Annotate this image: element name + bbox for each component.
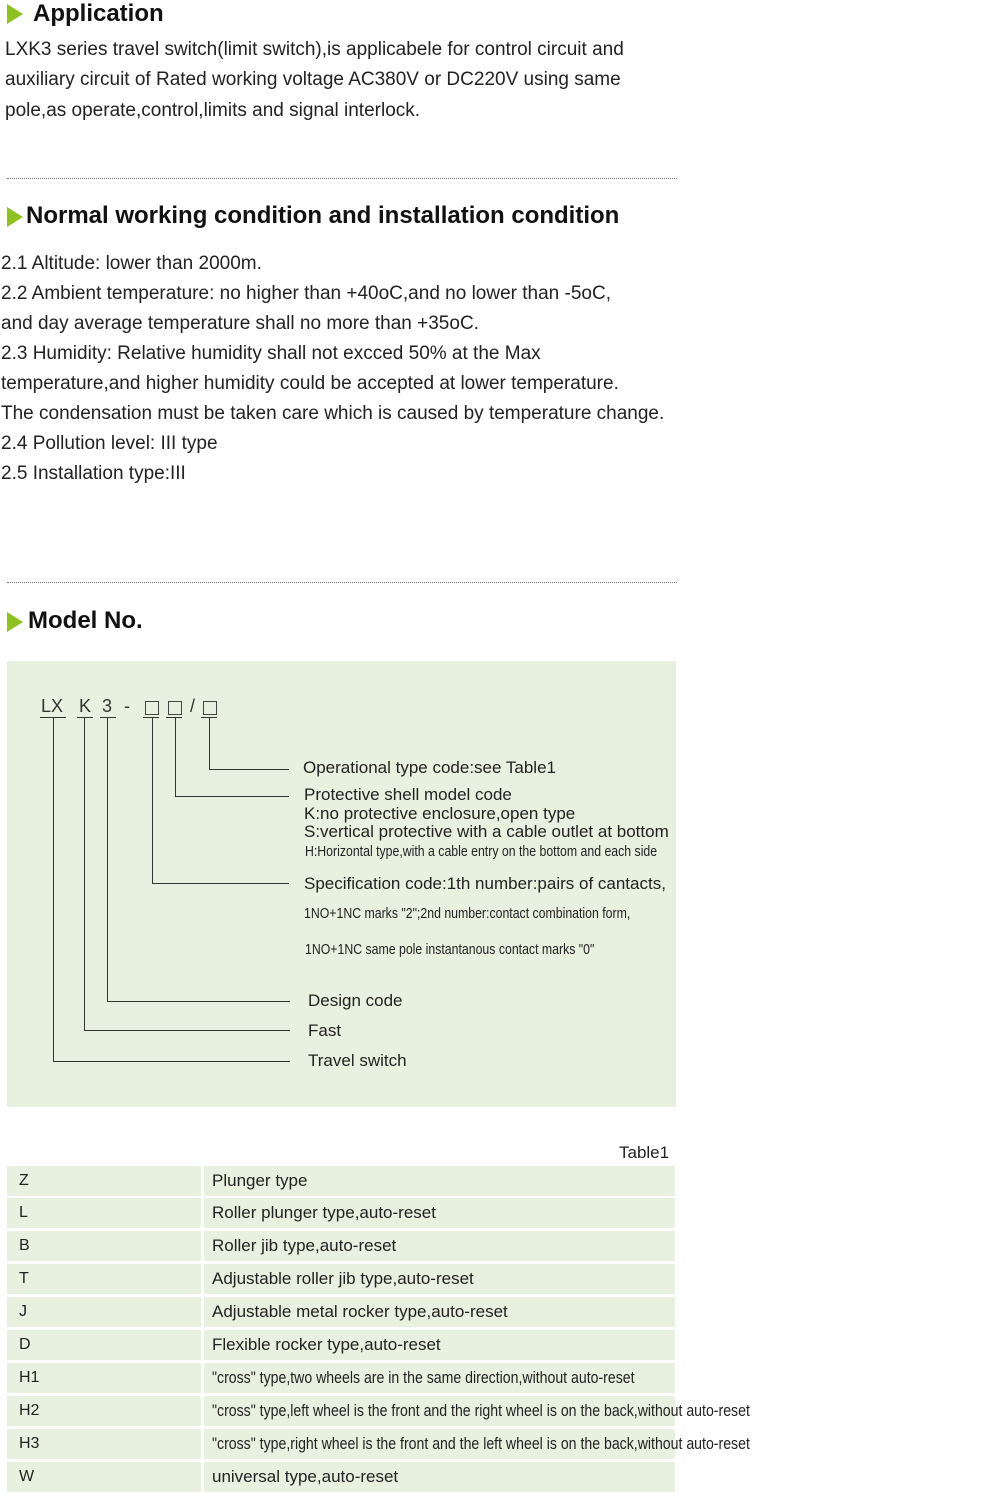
tick-box2 — [166, 717, 182, 718]
leader-h-fast — [84, 1030, 290, 1031]
table-cell-code: Z — [19, 1172, 29, 1189]
table-cell-description — [204, 1231, 675, 1261]
triangle-bullet-icon — [7, 4, 23, 24]
code-3: 3 — [102, 696, 113, 716]
label-spec-2: 1NO+1NC marks "2";2nd number:contact combination form, — [304, 905, 631, 922]
application-line-2: auxiliary circuit of Rated working voltage AC380V or DC220V using same — [5, 69, 621, 90]
table-cell-description-text: "cross" type,left wheel is the front and the right wheel is on the back,without auto-reset — [212, 1401, 750, 1420]
conditions-heading: Normal working condition and installation condition — [26, 202, 620, 229]
leader-operational — [209, 717, 210, 769]
model-code-diagram — [7, 661, 676, 1107]
leader-h-spec — [152, 883, 289, 884]
table-cell-code: B — [19, 1237, 30, 1254]
conditions-line-8: 2.5 Installation type:III — [1, 463, 186, 484]
table-row — [7, 1166, 675, 1196]
application-heading: Application — [33, 0, 164, 27]
table-cell-code: L — [19, 1204, 28, 1221]
table-cell-description-text: "cross" type,two wheels are in the same direction,without auto-reset — [212, 1368, 635, 1387]
table-cell-description — [204, 1297, 675, 1327]
leader-h-travel — [53, 1061, 290, 1062]
tick-k — [77, 717, 93, 718]
conditions-line-4: 2.3 Humidity: Relative humidity shall not excced 50% at the Max — [1, 343, 541, 364]
leader-fast — [84, 717, 85, 1030]
table-cell-description — [204, 1363, 675, 1393]
table-cell-code: J — [19, 1303, 27, 1320]
table-cell-code: D — [19, 1336, 31, 1353]
table-cell-code: H3 — [19, 1435, 40, 1452]
table-cell-code: W — [19, 1468, 35, 1485]
leader-travel — [53, 717, 54, 1061]
leader-design — [107, 717, 108, 1001]
table-cell-description-text: "cross" type,right wheel is the front and the left wheel is on the back,without auto-reset — [212, 1434, 750, 1453]
application-line-3: pole,as operate,control,limits and signal interlock. — [5, 100, 421, 121]
code-box-icon — [203, 701, 217, 715]
code-dash: - — [124, 696, 130, 716]
table-cell-description — [204, 1198, 675, 1228]
table-cell-description — [204, 1396, 750, 1426]
leader-shell — [175, 717, 176, 796]
table-cell-description — [204, 1462, 675, 1492]
table-cell-description — [204, 1429, 750, 1459]
table-cell-description-text: Adjustable metal rocker type,auto-reset — [212, 1302, 508, 1321]
table-cell-description — [204, 1264, 675, 1294]
code-box-icon — [145, 701, 159, 715]
table-cell-description-text: universal type,auto-reset — [212, 1467, 399, 1486]
table-cell-description-text: Flexible rocker type,auto-reset — [212, 1335, 441, 1354]
table-cell-code: T — [19, 1270, 29, 1287]
label-spec-3: 1NO+1NC same pole instantanous contact marks "0" — [305, 941, 595, 958]
conditions-line-5: temperature,and higher humidity could be accepted at lower temperature. — [1, 373, 619, 394]
leader-spec — [152, 717, 153, 883]
table-row — [7, 1264, 675, 1294]
label-shell-s: S:vertical protective with a cable outlet at bottom — [304, 822, 669, 841]
leader-h-operational — [209, 769, 289, 770]
leader-h-design — [107, 1001, 290, 1002]
code-box-icon — [168, 701, 182, 715]
table-cell-description-text: Roller plunger type,auto-reset — [212, 1203, 436, 1222]
conditions-line-3: and day average temperature shall no more than +35oC. — [1, 313, 479, 334]
table-row — [7, 1429, 750, 1459]
application-line-1: LXK3 series travel switch(limit switch),is applicabele for control circuit and — [5, 39, 624, 60]
table-row — [7, 1297, 675, 1327]
label-design: Design code — [308, 991, 403, 1010]
divider-1 — [7, 178, 677, 179]
conditions-line-7: 2.4 Pollution level: III type — [1, 433, 218, 454]
table-row — [7, 1198, 675, 1228]
label-shell: Protective shell model code — [304, 785, 512, 804]
conditions-line-2: 2.2 Ambient temperature: no higher than +40oC,and no lower than -5oC, — [1, 283, 611, 304]
label-travel: Travel switch — [308, 1051, 407, 1070]
table-row — [7, 1396, 750, 1426]
tick-3 — [100, 717, 116, 718]
table-cell-code: H1 — [19, 1369, 40, 1386]
table-row — [7, 1231, 675, 1261]
table-row — [7, 1462, 675, 1492]
table-cell-description-text: Adjustable roller jib type,auto-reset — [212, 1269, 474, 1288]
code-lx: LX — [41, 696, 64, 716]
table-cell-description — [204, 1330, 675, 1360]
table-caption: Table1 — [619, 1143, 670, 1162]
table-row — [7, 1330, 675, 1360]
leader-h-shell — [175, 796, 289, 797]
table-row — [7, 1363, 675, 1393]
conditions-line-1: 2.1 Altitude: lower than 2000m. — [1, 253, 262, 274]
conditions-line-6: The condensation must be taken care which is caused by temperature change. — [1, 403, 665, 424]
table-cell-code: H2 — [19, 1402, 40, 1419]
triangle-bullet-icon — [7, 612, 23, 632]
table-cell-description-text: Roller jib type,auto-reset — [212, 1236, 397, 1255]
table-cell-description-text: Plunger type — [212, 1171, 308, 1190]
label-spec-1: Specification code:1th number:pairs of cantacts, — [304, 874, 666, 893]
label-shell-h: H:Horizontal type,with a cable entry on the bottom and each side — [305, 843, 658, 860]
table-cell-description — [204, 1166, 675, 1196]
triangle-bullet-icon — [7, 207, 23, 227]
divider-2 — [7, 582, 677, 583]
code-k: K — [79, 696, 92, 716]
model-heading: Model No. — [28, 607, 143, 634]
tick-box1 — [143, 717, 159, 718]
label-fast: Fast — [308, 1021, 342, 1040]
label-operational: Operational type code:see Table1 — [303, 758, 556, 777]
label-shell-k: K:no protective enclosure,open type — [304, 804, 576, 823]
code-slash: / — [190, 696, 196, 716]
